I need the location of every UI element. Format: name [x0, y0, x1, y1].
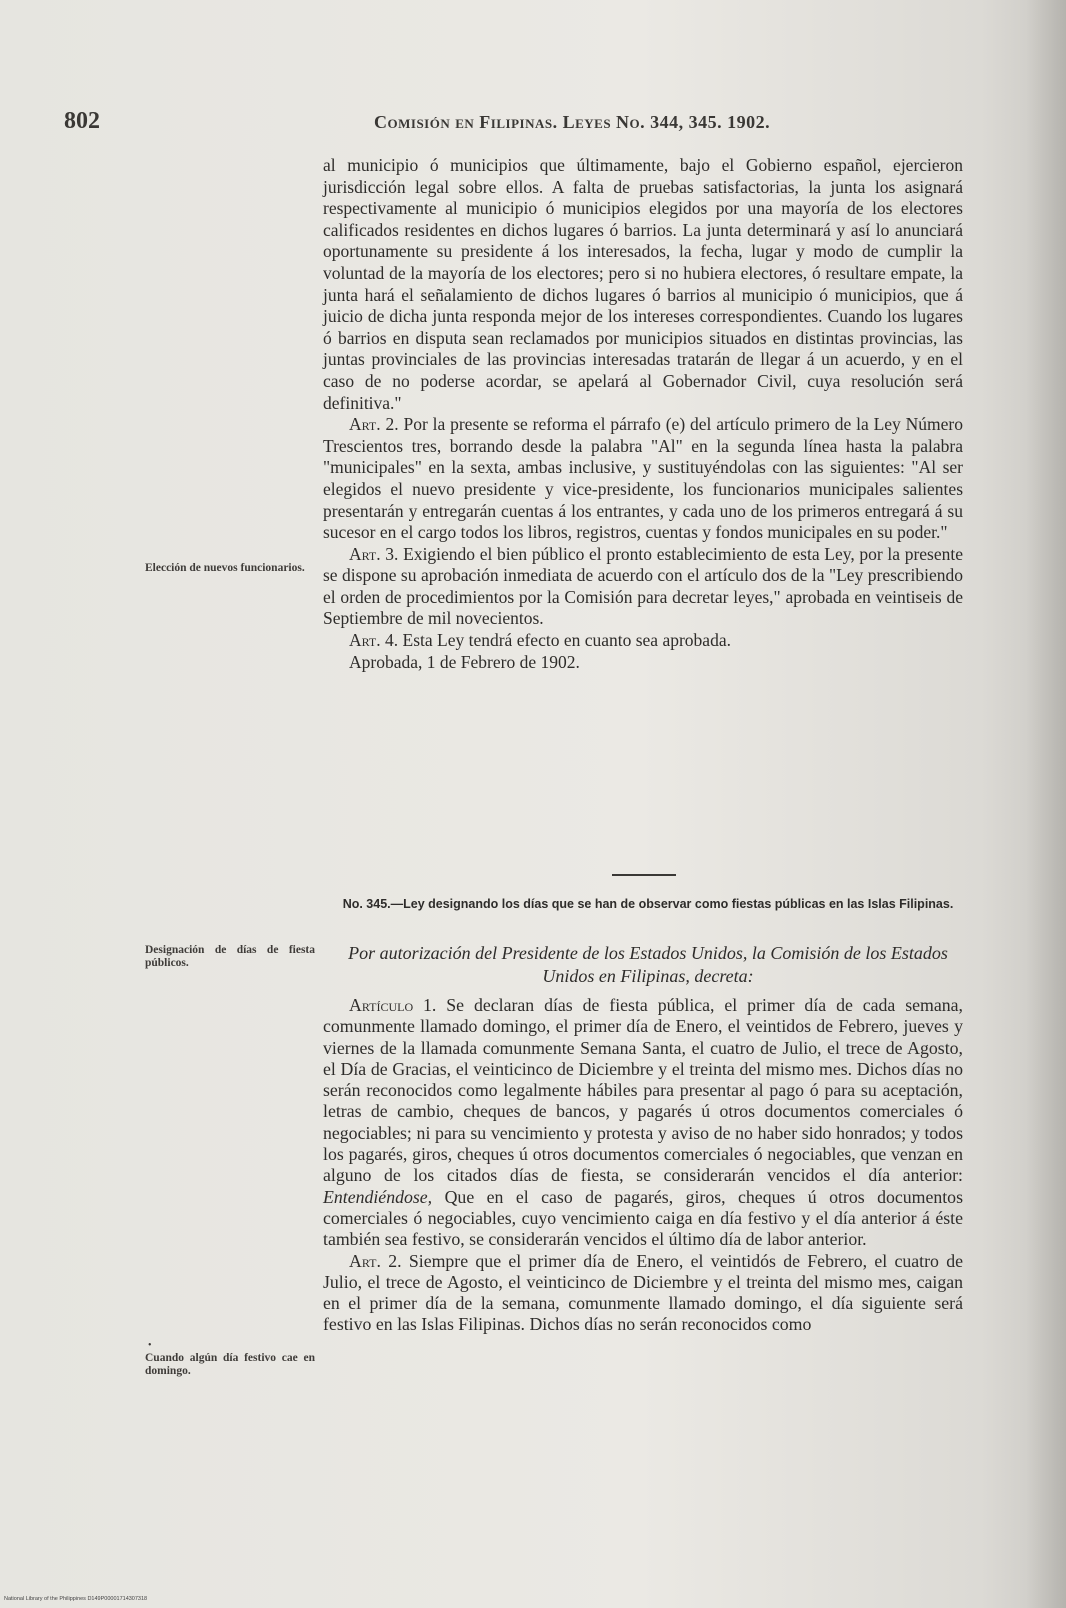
act-345-body [323, 995, 963, 1336]
act-344-continuation [323, 155, 963, 673]
article-text: Exigiendo el bien público el pronto establecimiento de esta Ley, por la presente se dispone su aprobación inmediata de acuerdo con el artículo dos de la "Ley prescribiendo el orden de procedimientos por la Comisión para decretar leyes," aprobada en veintiseis de Septiembre de mil novecientos. [323, 543, 964, 629]
margin-note-election: Elección de nuevos funcionarios. [145, 562, 305, 574]
act-345-article-2 [323, 1251, 963, 1336]
margin-note-sunday: Cuando algún día festivo cae en domingo. [145, 1352, 315, 1377]
approval-date: Aprobada, 1 de Febrero de 1902. [349, 651, 580, 672]
margin-note-designation: Designación de días de fiesta públicos. [145, 944, 315, 969]
page-edge-shadow [1026, 0, 1066, 1608]
act-344-article-4 [323, 630, 963, 652]
act-344-article-2 [323, 414, 963, 544]
article-label: Artículo 1. [349, 995, 437, 1015]
act-345-heading: No. 345.—Ley designando los días que se han de observar como fiestas públicas en las Islas Filipinas. [342, 897, 954, 911]
article-text: Se declaran días de fiesta pública, el primer día de cada semana, comunmente llamado domingo, el primer día de Enero, el veintidos de Febrero, jueves y viernes de la llamada comunmente Semana Santa, el cuatro de Julio, el trece de Agosto, el Día de Gracias, el veinticinco de Diciembre y el treinta del mismo mes. Dichos días no serán reconocidos como legalmente hábiles para presentar al pago ó para su aceptación, letras de cambio, cheques de bancos, y pagarés ú otros documentos comerciales ó negociables; ni para su vencimiento y protesta y aviso de no haber sido honrados; y todos los pagarés, giros, cheques ú otros documentos comerciales ó negociables, que venzan en alguno de los citados días de fiesta, se considerarán vencidos el día anterior: [323, 995, 963, 1186]
article-label: Art. 4. [349, 630, 399, 651]
article-text: Por la presente se reforma el párrafo (e) del artículo primero de la Ley Número Trescientos tres, borrando desde la palabra "Al" en la segunda línea hasta la palabra "municipales" en la sexta, ambas inclusive, y sustituyéndolas con las siguientes: "Al ser elegidos el nuevo presidente y vice-presidente, los funcionarios municipales salientes presentarán y entregarán cuentas á los entrantes, y cada uno de los primeros entregará á su sucesor en el cargo todos los libros, registros, cuentas y fondos municipales en su poder." [323, 414, 964, 543]
article-label: Art. 2. [349, 1250, 402, 1271]
act-345-article-1 [323, 995, 963, 1251]
page-header [64, 108, 924, 138]
running-head: Comisión en Filipinas. Leyes No. 344, 345. 1902. [374, 112, 771, 132]
act-344-article-3 [323, 544, 963, 630]
scan-credit: National Library of the Philippines D149P00001714307318 [4, 1596, 148, 1602]
continuation-paragraph: al municipio ó municipios que últimamente, bajo el Gobierno español, ejercieron jurisdicción legal sobre ellos. A falta de pruebas satisfactorias, la junta los asignará respectivamente al municipio ó municipios elegidos por una mayoría de los electores calificados residentes en dichos lugares ó barrios. La junta determinará y así lo anunciará oportunamente su presidente á los interesados, la fecha, lugar y modo de cumplir la voluntad de la mayoría de los electores; pero si no hubiera electores, ó resultare empate, la junta hará el señalamiento de dichos lugares ó barrios al municipio ó municipios, que á juicio de dicha junta responda mejor de los intereses correspondientes. Cuando los lugares ó barrios en disputa sean reclamados por municipios situados en distintas provincias, las juntas provinciales de las provincias interesadas tratarán de llegar á un acuerdo, y en el caso de no poderse acordar, se apelará al Gobernador Civil, cuya resolución será definitiva." [323, 155, 963, 413]
section-divider [612, 874, 676, 876]
article-text: Esta Ley tendrá efecto en cuanto sea aprobada. [402, 630, 731, 651]
enacting-clause: Por autorización del Presidente de los Estados Unidos, la Comisión de los Estados Unidos en Filipinas, decreta: [348, 943, 948, 986]
article-text: Siempre que el primer día de Enero, el veintidós de Febrero, el cuatro de Julio, el trece de Agosto, el veinticinco de Diciembre y el treinta del mismo mes, caigan en el primer día de la semana, comunmente llamado domingo, el día siguiente será festivo en las Islas Filipinas. Dichos días no serán reconocidos como [323, 1250, 963, 1335]
article-text-continued: Que en el caso de pagarés, giros, cheques ú otros documentos comerciales ó negociables, cuyo vencimiento caiga en día festivo y el día anterior á éste también sea festivo, se considerarán vencidos el último día de labor anterior. [323, 1186, 963, 1250]
proviso-emphasis: Entendiéndose, [323, 1186, 433, 1207]
article-label: Art. 3. [349, 543, 399, 564]
article-label: Art. 2. [349, 414, 399, 435]
page-number: 802 [64, 108, 100, 134]
margin-bullet: • [148, 1340, 152, 1351]
